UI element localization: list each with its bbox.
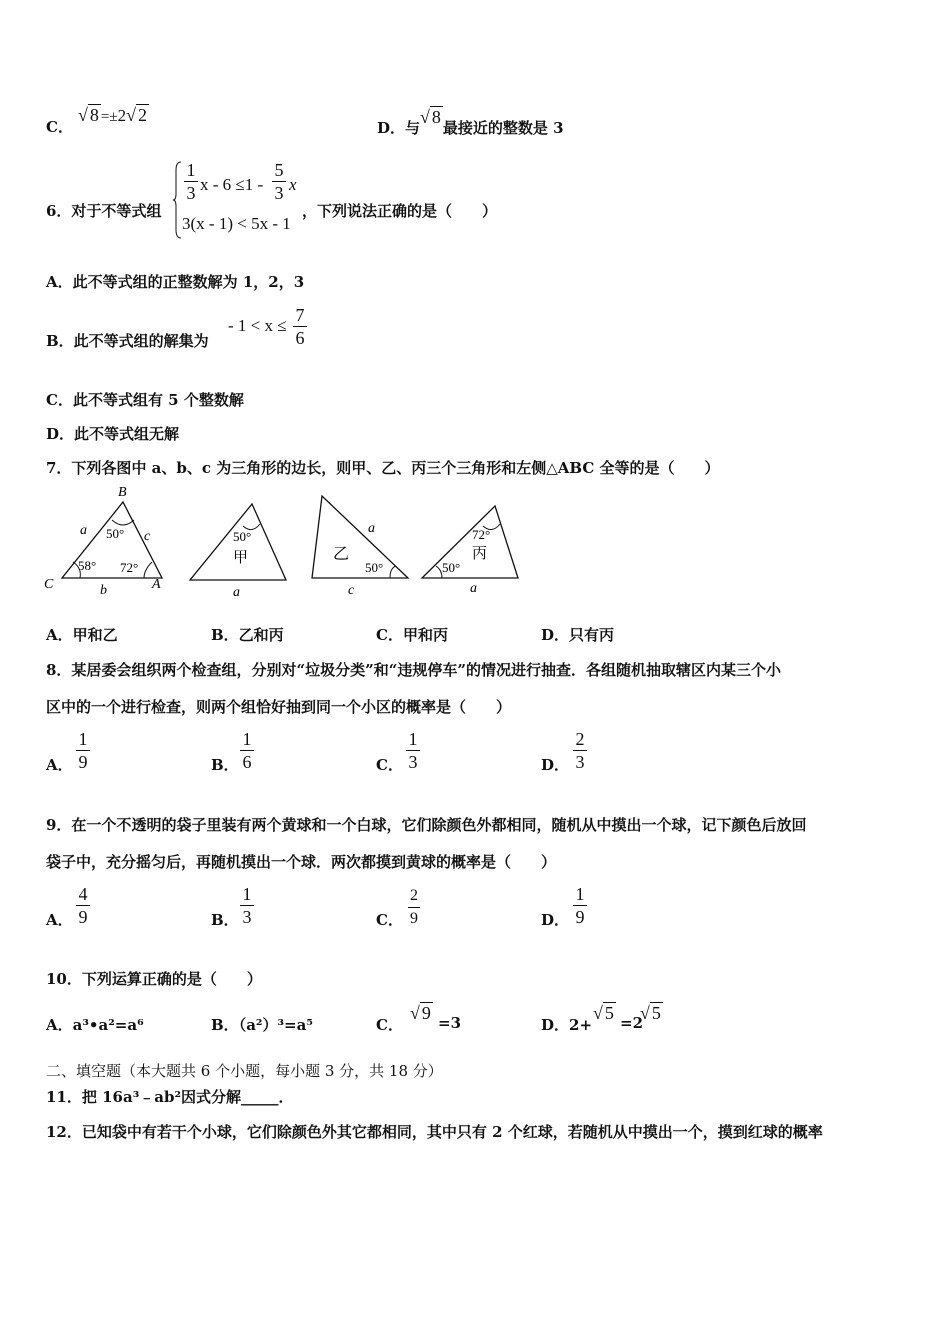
q10-option-d bbox=[541, 1014, 592, 1035]
numerator: 2 bbox=[410, 887, 418, 904]
q5-option-d bbox=[377, 107, 564, 138]
numerator: 1 bbox=[242, 884, 252, 904]
q7-triangles-figure bbox=[40, 482, 530, 602]
jia-label: 甲 bbox=[233, 550, 249, 566]
angle-a: 72° bbox=[120, 560, 139, 575]
q8-option-b-frac bbox=[240, 729, 254, 772]
yi-angle: 50° bbox=[365, 560, 384, 575]
triangle-jia bbox=[190, 504, 286, 600]
q7-option-b: B．乙和丙 bbox=[211, 626, 284, 644]
q8-option-c-label: C． bbox=[376, 756, 403, 774]
triangle-yi bbox=[312, 496, 408, 598]
q8-option-a-label: A． bbox=[46, 756, 73, 774]
q5-optc-math bbox=[78, 104, 149, 126]
q8-option-d-frac bbox=[573, 729, 587, 772]
denominator: 6 bbox=[242, 752, 252, 772]
label-c-vertex: C bbox=[44, 577, 54, 592]
coefficient: 2 bbox=[117, 106, 127, 125]
q9-stem-line2: 袋子中，充分摇匀后，再随机摸出一个球．两次都摸到黄球的概率是（ ） bbox=[46, 853, 557, 871]
q9-option-a-label: A． bbox=[46, 911, 73, 929]
bing-label: 丙 bbox=[472, 546, 488, 562]
q10-optd-mid: =2 bbox=[620, 1014, 644, 1032]
q6-optb-frac bbox=[293, 305, 307, 348]
denominator: 3 bbox=[408, 752, 418, 772]
label-b-vertex: B bbox=[118, 485, 127, 500]
q7-option-d: D．只有丙 bbox=[541, 626, 615, 644]
q6-optb-math: - 1 < x ≤ bbox=[228, 316, 287, 335]
denominator: 3 bbox=[575, 752, 585, 772]
label-side-c: c bbox=[144, 529, 151, 544]
q5-optd-label: D．与 bbox=[377, 119, 421, 137]
triangle-abc bbox=[44, 485, 162, 598]
jia-angle: 50° bbox=[233, 529, 252, 544]
q10-optc-math bbox=[410, 1002, 433, 1024]
q5-option-c bbox=[46, 116, 73, 137]
q10-optb-label: B． bbox=[211, 1016, 239, 1034]
q6-option-a: A．此不等式组的正整数解为 1，2，3 bbox=[46, 273, 305, 291]
q9-option-a-frac bbox=[76, 884, 90, 927]
sqrt-symbol: √ 2 bbox=[126, 105, 147, 125]
q10-stem: 10．下列运算正确的是（ ） bbox=[46, 970, 262, 988]
q6-option-d: D．此不等式组无解 bbox=[46, 425, 180, 443]
q10-optb-math: （a²）³=a⁵ bbox=[238, 1016, 313, 1034]
q6-row2: 3(x - 1) < 5x - 1 bbox=[182, 214, 291, 233]
label-side-a: a bbox=[80, 523, 87, 538]
angle-b: 50° bbox=[106, 526, 125, 541]
sqrt-symbol: √ 5 bbox=[640, 1003, 661, 1023]
q6-option-b: B．此不等式组的解集为 bbox=[46, 332, 209, 350]
q10-optd-label: D．2+ bbox=[541, 1016, 593, 1034]
q9-stem-line1: 9．在一个不透明的袋子里装有两个黄球和一个白球，它们除颜色外都相同，随机从中摸出一个球，记下颜色后放回 bbox=[46, 816, 807, 834]
section-2-heading: 二、填空题（本大题共 6 个小题，每小题 3 分，共 18 分） bbox=[46, 1062, 443, 1080]
numerator: 1 bbox=[78, 729, 88, 749]
q10-option-a bbox=[46, 1014, 144, 1035]
q6-row1-mid: x - 6 ≤1 - bbox=[200, 175, 264, 194]
q8-option-b-label: B． bbox=[211, 756, 239, 774]
yi-side-a: a bbox=[368, 521, 375, 536]
q9-option-c-label: C． bbox=[376, 911, 403, 929]
denominator: 9 bbox=[78, 907, 88, 927]
q10-opta-math: a³•a²=a⁶ bbox=[72, 1016, 144, 1034]
q6-stem-prefix: 6．对于不等式组 bbox=[46, 202, 162, 220]
q10-optc-label: C． bbox=[376, 1016, 403, 1034]
radicand: 2 bbox=[137, 105, 147, 125]
numerator: 1 bbox=[186, 160, 196, 180]
q8-option-d-label: D． bbox=[541, 756, 570, 774]
angle-c: 58° bbox=[78, 558, 97, 573]
q11: 11．把 16a³﹣ab²因式分解_____． bbox=[46, 1088, 294, 1106]
yi-side-c: c bbox=[348, 583, 355, 598]
sqrt-symbol: √ 5 bbox=[593, 1003, 614, 1023]
radicand: 9 bbox=[421, 1003, 431, 1023]
q10-option-b bbox=[211, 1014, 313, 1035]
denominator: 6 bbox=[295, 328, 305, 348]
q6-row1-frac-a bbox=[184, 160, 198, 203]
q7-option-a: A．甲和乙 bbox=[46, 626, 118, 644]
q8-option-c-frac bbox=[406, 729, 420, 772]
label-a-vertex: A bbox=[152, 577, 161, 592]
denominator: 9 bbox=[78, 752, 88, 772]
q6-stem-suffix: ，下列说法正确的是（ ） bbox=[302, 202, 498, 220]
q8-stem-line2: 区中的一个进行检查，则两个组恰好抽到同一个小区的概率是（ ） bbox=[46, 698, 512, 716]
numerator: 1 bbox=[575, 884, 585, 904]
numerator: 4 bbox=[78, 884, 88, 904]
sqrt-symbol: √ 8 bbox=[420, 107, 441, 127]
numerator: 1 bbox=[242, 729, 252, 749]
q9-option-d-label: D． bbox=[541, 911, 570, 929]
denominator: 9 bbox=[410, 910, 418, 927]
q10-optd-rad2 bbox=[640, 1002, 663, 1024]
bing-angle-top: 72° bbox=[472, 527, 491, 542]
bing-angle-left: 50° bbox=[442, 560, 461, 575]
jia-side: a bbox=[233, 585, 240, 600]
radicand: 8 bbox=[431, 107, 441, 127]
denominator: 3 bbox=[274, 183, 284, 203]
numerator: 1 bbox=[408, 729, 418, 749]
q8-stem-line1: 8．某居委会组织两个检查组，分别对“垃圾分类”和“违规停车”的情况进行抽查．各组随机抽取辖区内某三个小 bbox=[46, 661, 781, 679]
triangle-bing bbox=[422, 506, 518, 596]
radicand: 8 bbox=[89, 105, 99, 125]
q10-optd-rad1 bbox=[593, 1002, 616, 1024]
q7-stem: 7．下列各图中 a、b、c 为三角形的边长，则甲、乙、丙三个三角形和左侧△ABC 全等的是（ ） bbox=[46, 459, 720, 477]
q10-option-c bbox=[376, 1014, 403, 1035]
q9-option-b-label: B． bbox=[211, 911, 239, 929]
q9-option-c-frac bbox=[408, 886, 420, 929]
numerator: 7 bbox=[295, 305, 305, 325]
q8-option-a-frac bbox=[76, 729, 90, 772]
denominator: 3 bbox=[186, 183, 196, 203]
q9-option-b-frac bbox=[240, 884, 254, 927]
denominator: 9 bbox=[575, 907, 585, 927]
q9-option-d-frac bbox=[573, 884, 587, 927]
q6-option-c: C．此不等式组有 5 个整数解 bbox=[46, 391, 244, 409]
q12: 12．已知袋中有若干个小球，它们除颜色外其它都相同，其中只有 2 个红球，若随机从中摸出一个，摸到红球的概率 bbox=[46, 1123, 823, 1141]
denominator: 3 bbox=[242, 907, 252, 927]
sqrt-symbol: √ 8 bbox=[78, 105, 99, 125]
label-side-b: b bbox=[100, 583, 107, 598]
q5-optd-text: 最接近的整数是 3 bbox=[442, 119, 564, 137]
bing-side: a bbox=[470, 581, 477, 596]
radicand: 5 bbox=[651, 1003, 661, 1023]
q6-row1-frac-b bbox=[272, 160, 286, 203]
q5-optc-label: C． bbox=[46, 118, 73, 136]
numerator: 5 bbox=[274, 160, 284, 180]
q10-optc-rest: =3 bbox=[438, 1014, 462, 1032]
numerator: 2 bbox=[575, 729, 585, 749]
q6-row1-end: x bbox=[289, 175, 297, 194]
yi-label: 乙 bbox=[333, 546, 350, 563]
radicand: 5 bbox=[604, 1003, 614, 1023]
sqrt-symbol: √ 9 bbox=[410, 1003, 431, 1023]
equals-pm: =± bbox=[100, 109, 118, 125]
q7-option-c: C．甲和丙 bbox=[376, 626, 448, 644]
q10-opta-label: A． bbox=[46, 1016, 73, 1034]
